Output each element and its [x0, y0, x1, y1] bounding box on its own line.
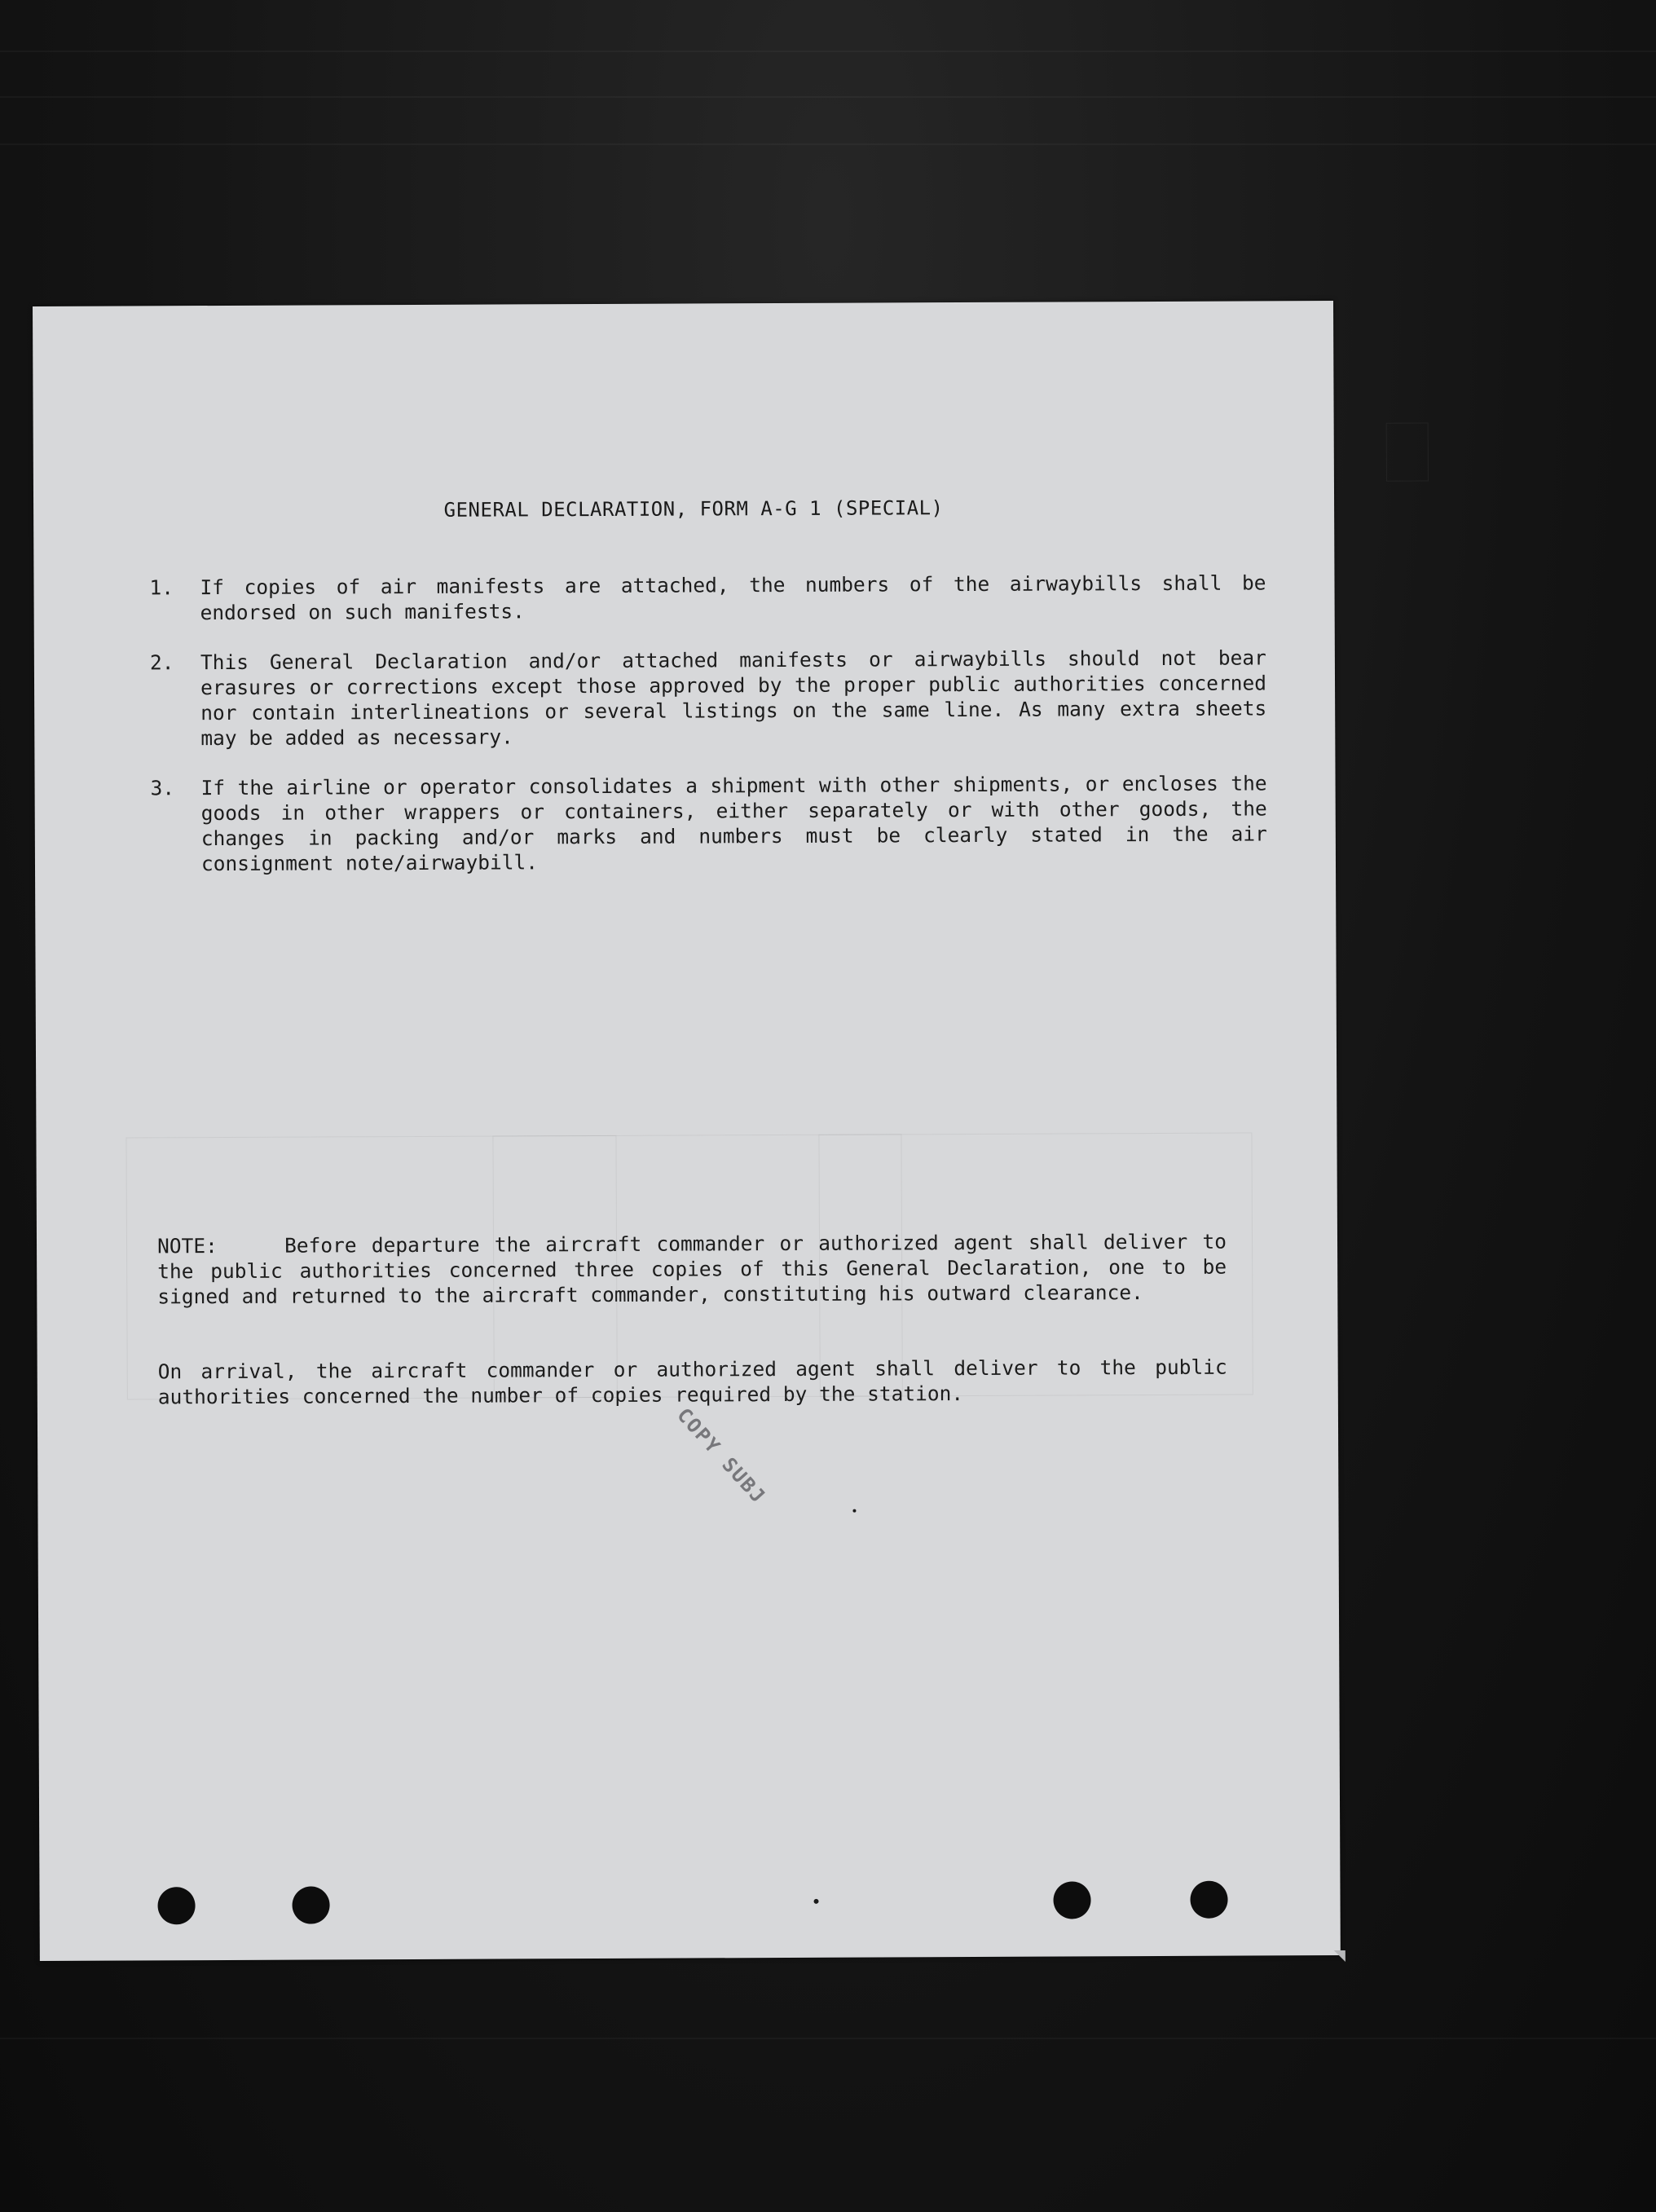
item-number: 2.	[149, 650, 174, 675]
note-paragraph	[157, 1229, 1227, 1310]
item-text: If the airline or operator consolidates a shipment with other shipments, or encloses the goods in other wrappers or containers, either separately or with other goods, the changes in packing and/or marks and numbers must be clearly stated in the air consignment note/airwaybill.	[200, 771, 1267, 876]
instruction-list	[149, 570, 1267, 901]
punch-hole	[157, 1887, 195, 1924]
scan-streak	[0, 2038, 1656, 2039]
show-through-box	[1386, 423, 1429, 482]
paper-speck	[852, 1509, 856, 1513]
note-label: NOTE:	[156, 1234, 218, 1258]
list-item	[149, 570, 1266, 625]
rubber-stamp: COPY SUBJ	[672, 1403, 771, 1509]
paper-speck	[814, 1899, 819, 1904]
item-number: 1.	[149, 575, 174, 600]
page-title: GENERAL DECLARATION, FORM A-G 1 (SPECIAL)	[443, 496, 944, 522]
item-text: If copies of air manifests are attached, the numbers of the airwaybills shall be endorsed on such manifests.	[200, 571, 1266, 625]
item-text: This General Declaration and/or attached manifests or airwaybills should not bear erasures or corrections except those approved by the proper public authorities concerned nor contain interlineations or several listings on the same line. As many extra sheets may be added as necessary.	[200, 646, 1267, 751]
punch-hole	[292, 1886, 329, 1923]
punch-hole	[1190, 1881, 1227, 1919]
item-number: 3.	[150, 776, 175, 800]
note-text: Before departure the aircraft commander or authorized agent shall deliver to the public authorities concerned three copies of this General Declaration, one to be signed and returned to the aircraft commander, constituting his outward clearance.	[157, 1229, 1227, 1309]
arrival-paragraph: On arrival, the aircraft commander or authorized agent shall deliver to the public authorities concerned the number of copies required by the station.	[157, 1355, 1227, 1409]
list-item	[151, 770, 1268, 876]
page-corner	[1334, 1950, 1346, 1962]
scan-streak	[0, 143, 1656, 145]
document-page	[33, 301, 1341, 1961]
list-item	[150, 645, 1267, 751]
scan-streak	[0, 96, 1656, 98]
punch-hole	[1053, 1881, 1090, 1919]
scan-streak	[0, 51, 1656, 52]
